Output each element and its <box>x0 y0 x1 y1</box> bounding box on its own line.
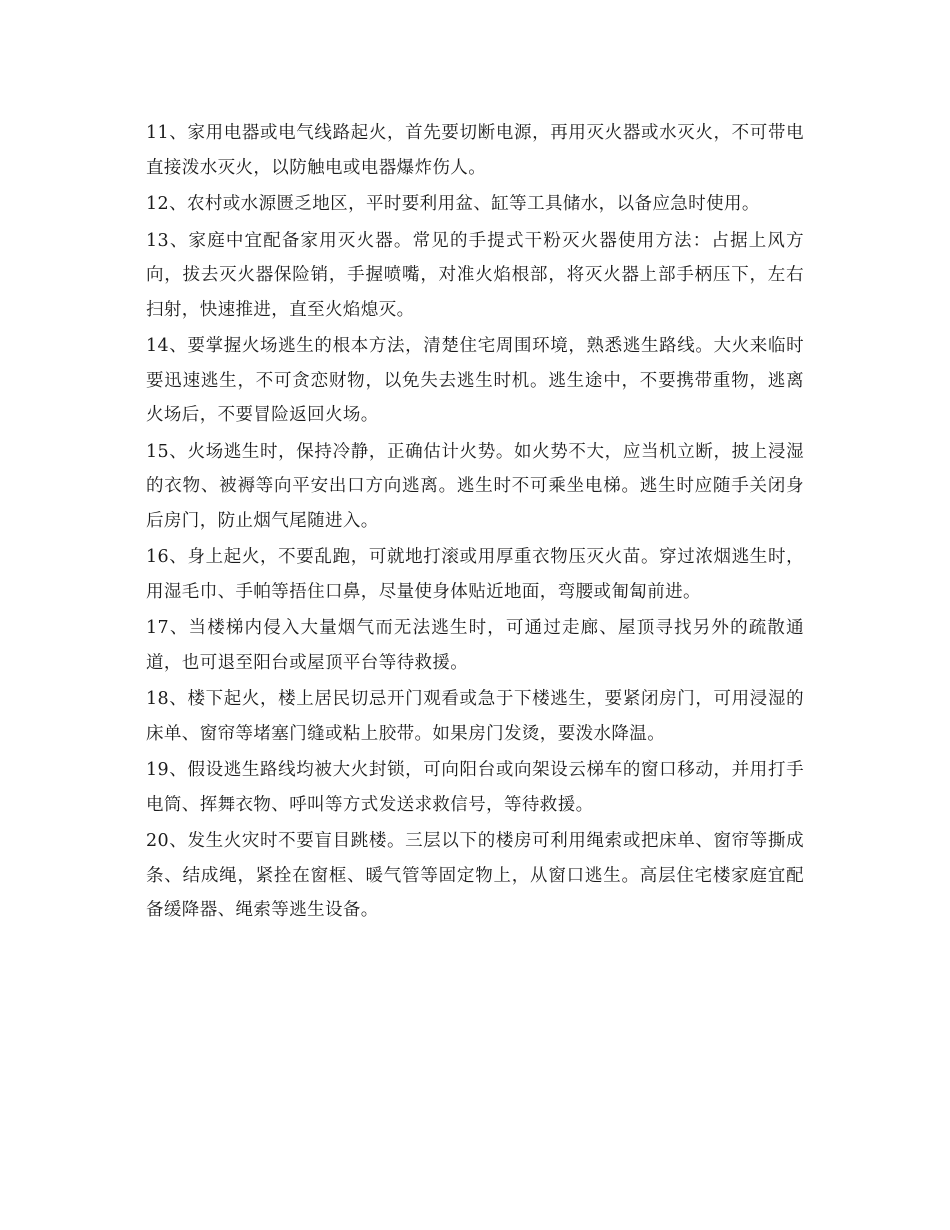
paragraph-16: 16、身上起火，不要乱跑，可就地打滚或用厚重衣物压灭火苗。穿过浓烟逃生时，用湿毛巾、手帕等捂住口鼻，尽量使身体贴近地面，弯腰或匍匐前进。 <box>146 547 804 602</box>
paragraph-17: 17、当楼梯内侵入大量烟气而无法逃生时，可通过走廊、屋顶寻找另外的疏散通道，也可退至阳台或屋顶平台等待救援。 <box>146 618 804 673</box>
paragraph-11: 11、家用电器或电气线路起火，首先要切断电源，再用灭火器或水灭火，不可带电直接泼水灭火，以防触电或电器爆炸伤人。 <box>146 123 804 178</box>
paragraph-12: 12、农村或水源匮乏地区，平时要利用盆、缸等工具储水，以备应急时使用。 <box>146 194 760 214</box>
document-body <box>146 116 804 930</box>
paragraph-15: 15、火场逃生时，保持冷静，正确估计火势。如火势不大，应当机立断，披上浸湿的衣物、被褥等向平安出口方向逃离。逃生时不可乘坐电梯。逃生时应随手关闭身后房门，防止烟气尾随进入。 <box>146 441 804 531</box>
paragraph-13: 13、家庭中宜配备家用灭火器。常见的手提式干粉灭火器使用方法：占据上风方向，拔去灭火器保险销，手握喷嘴，对准火焰根部，将灭火器上部手柄压下，左右扫射，快速推进，直至火焰熄灭。 <box>146 230 804 320</box>
paragraph-14: 14、要掌握火场逃生的根本方法，清楚住宅周围环境，熟悉逃生路线。大火来临时要迅速逃生，不可贪恋财物，以免失去逃生时机。逃生途中，不要携带重物，逃离火场后，不要冒险返回火场。 <box>146 336 804 425</box>
paragraph-20: 20、发生火灾时不要盲目跳楼。三层以下的楼房可利用绳索或把床单、窗帘等撕成条、结成绳，紧拴在窗框、暖气管等固定物上，从窗口逃生。高层住宅楼家庭宜配备缓降器、绳索等逃生设备。 <box>146 831 804 920</box>
paragraph-18: 18、楼下起火，楼上居民切忌开门观看或急于下楼逃生，要紧闭房门，可用浸湿的床单、窗帘等堵塞门缝或粘上胶带。如果房门发烫，要泼水降温。 <box>146 689 804 744</box>
paragraph-19: 19、假设逃生路线均被大火封锁，可向阳台或向架设云梯车的窗口移动，并用打手电筒、挥舞衣物、呼叫等方式发送求救信号，等待救援。 <box>146 760 804 815</box>
